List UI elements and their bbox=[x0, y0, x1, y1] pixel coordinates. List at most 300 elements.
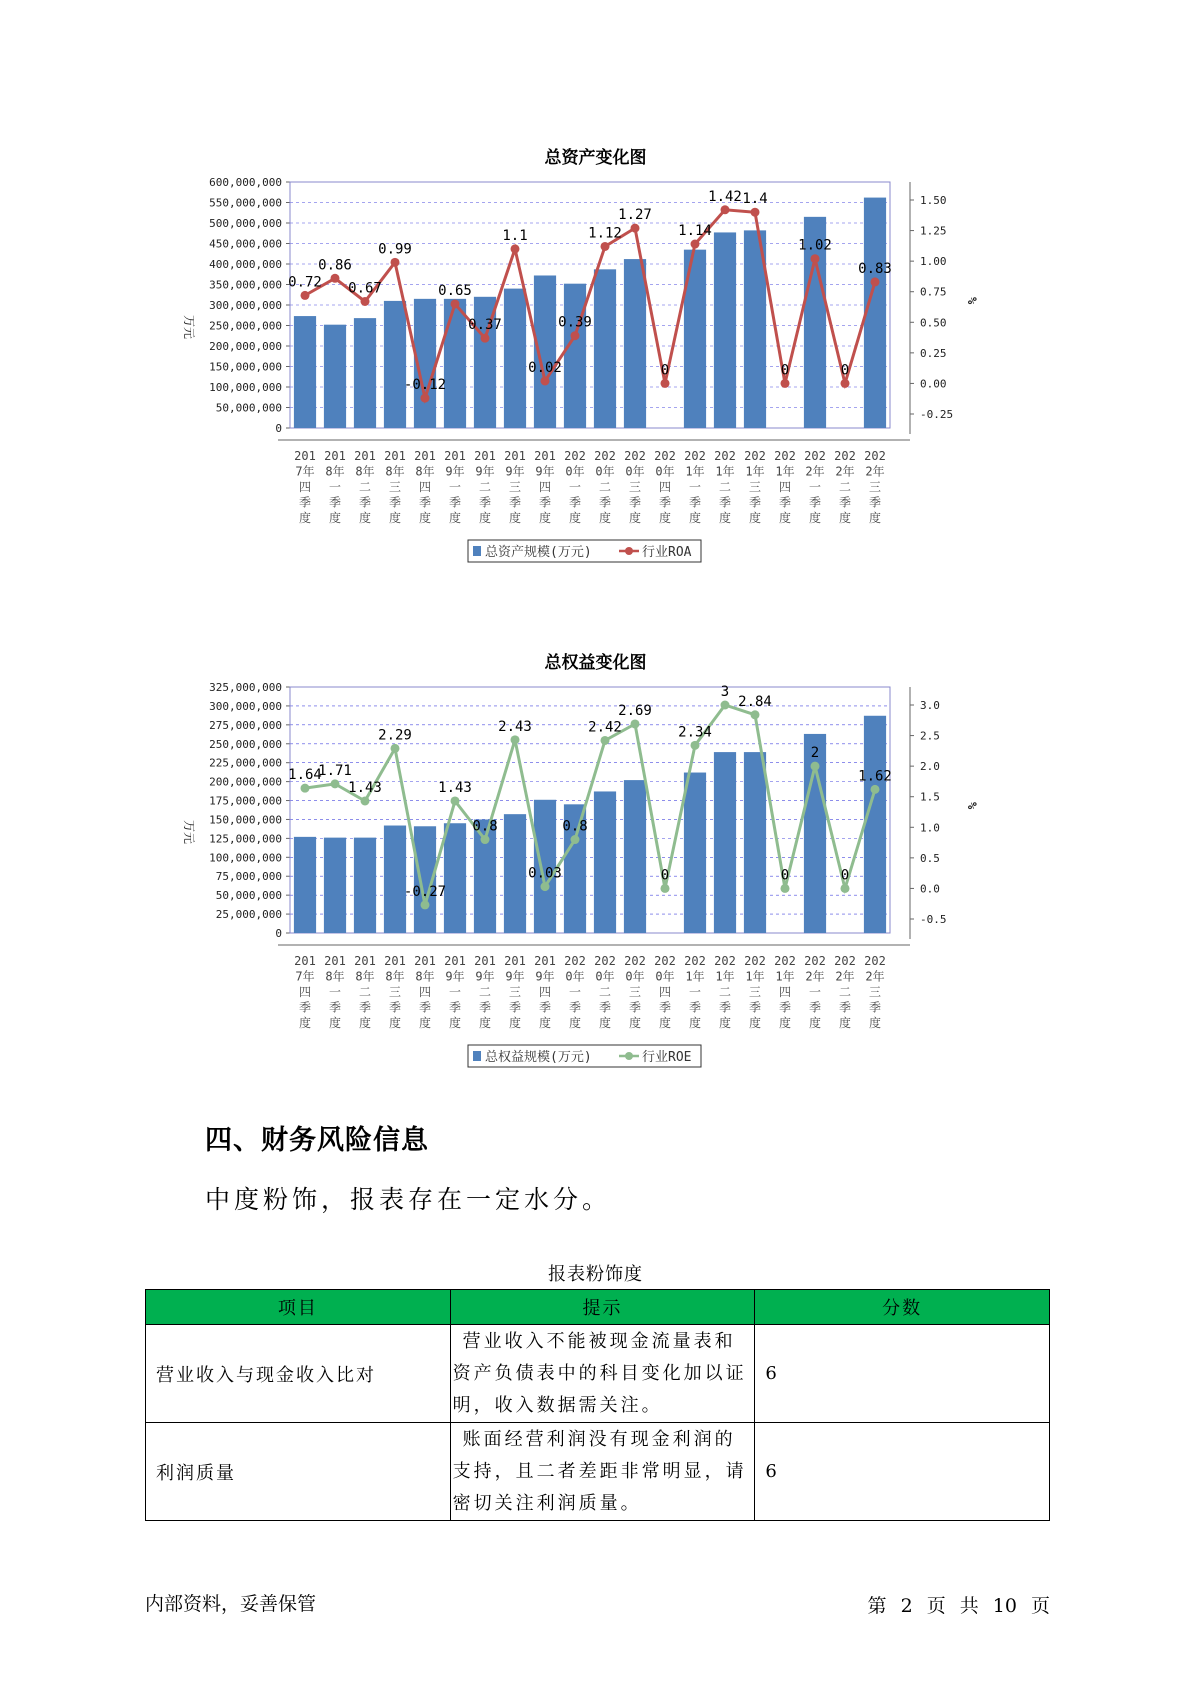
x-tick-label: 三 bbox=[748, 480, 762, 494]
table-header: 提示 bbox=[450, 1290, 755, 1325]
bar bbox=[444, 299, 466, 428]
x-tick-label: 9年 bbox=[475, 464, 495, 479]
x-tick-label: 度 bbox=[838, 511, 852, 525]
y-tick-label: 0 bbox=[275, 422, 282, 435]
x-tick-label: 季 bbox=[658, 495, 672, 510]
y2-tick-label: 0.00 bbox=[920, 377, 947, 391]
x-tick-label: 度 bbox=[658, 511, 672, 525]
bar bbox=[504, 814, 526, 933]
section-heading: 四、财务风险信息 bbox=[205, 1125, 429, 1156]
data-label: -0.27 bbox=[403, 883, 447, 900]
y2-tick-label: 0.75 bbox=[920, 285, 947, 299]
x-tick-label: 201 bbox=[444, 449, 466, 463]
data-point bbox=[421, 900, 430, 909]
x-tick-label: 202 bbox=[834, 449, 856, 463]
data-label: 0 bbox=[840, 867, 850, 884]
x-tick-label: 度 bbox=[358, 511, 372, 525]
x-tick-label: 202 bbox=[654, 954, 676, 968]
data-label: 0.39 bbox=[558, 314, 592, 331]
y-tick-label: 500,000,000 bbox=[209, 217, 282, 230]
y2-tick-label: 1.50 bbox=[920, 194, 947, 207]
y-tick-label: 250,000,000 bbox=[209, 319, 282, 333]
x-tick-label: 度 bbox=[448, 511, 462, 525]
x-tick-label: 度 bbox=[808, 511, 822, 525]
y2-tick-label: 0.25 bbox=[920, 346, 947, 360]
x-tick-label: 季 bbox=[778, 495, 792, 510]
x-tick-label: 二 bbox=[718, 985, 732, 999]
legend bbox=[468, 1045, 701, 1067]
y2-tick-label: 2.5 bbox=[920, 729, 940, 743]
x-tick-label: 0年 bbox=[595, 969, 615, 984]
table-header-row bbox=[146, 1290, 1050, 1325]
x-tick-label: 季 bbox=[328, 1000, 342, 1015]
data-label: 0.86 bbox=[318, 257, 352, 274]
data-point bbox=[871, 785, 880, 794]
x-tick-label: 8年 bbox=[385, 969, 405, 984]
x-tick-label: 季 bbox=[688, 1000, 702, 1015]
data-point bbox=[511, 735, 520, 744]
equity-chart-title: 总权益变化图 bbox=[544, 653, 647, 673]
x-tick-label: 二 bbox=[478, 985, 492, 999]
x-tick-label: 三 bbox=[508, 480, 522, 494]
x-tick-label: 度 bbox=[478, 511, 492, 525]
x-tick-label: 度 bbox=[388, 1016, 402, 1030]
x-tick-label: 度 bbox=[778, 1016, 792, 1030]
x-tick-label: 度 bbox=[298, 511, 312, 525]
x-tick-label: 度 bbox=[418, 511, 432, 525]
data-point bbox=[721, 701, 730, 710]
x-tick-label: 201 bbox=[534, 449, 556, 463]
x-tick-label: 8年 bbox=[415, 969, 435, 984]
table-header: 项目 bbox=[146, 1290, 451, 1325]
x-tick-label: 201 bbox=[324, 954, 346, 968]
x-tick-label: 季 bbox=[688, 495, 702, 510]
y2-tick-label: 3.0 bbox=[920, 699, 940, 712]
data-label: 0.67 bbox=[348, 280, 382, 297]
y-tick-label: 125,000,000 bbox=[209, 832, 282, 846]
x-tick-label: 一 bbox=[808, 985, 822, 999]
x-tick-label: 202 bbox=[744, 954, 766, 968]
y-tick-label: 50,000,000 bbox=[215, 401, 282, 415]
legend-line-label: 行业ROE bbox=[642, 1050, 692, 1065]
table-row bbox=[146, 1325, 1050, 1423]
x-tick-label: 度 bbox=[418, 1016, 432, 1030]
bar bbox=[594, 791, 616, 933]
x-tick-label: 四 bbox=[418, 985, 432, 999]
data-point bbox=[841, 379, 850, 388]
x-tick-label: 度 bbox=[568, 511, 582, 525]
x-tick-label: 0年 bbox=[595, 464, 615, 479]
y-tick-label: 50,000,000 bbox=[215, 889, 282, 903]
x-tick-label: 季 bbox=[358, 495, 372, 510]
x-tick-label: 度 bbox=[868, 1016, 882, 1030]
x-tick-label: 1年 bbox=[715, 464, 735, 479]
data-label: 0.65 bbox=[438, 282, 472, 299]
x-tick-label: 四 bbox=[538, 480, 552, 494]
x-tick-label: 度 bbox=[598, 1016, 612, 1030]
data-label: 0 bbox=[660, 362, 670, 379]
x-tick-label: 度 bbox=[658, 1016, 672, 1030]
x-tick-label: 季 bbox=[748, 495, 762, 510]
y2-tick-label: 0.50 bbox=[920, 316, 947, 330]
x-tick-label: 度 bbox=[838, 1016, 852, 1030]
x-tick-label: 度 bbox=[328, 1016, 342, 1030]
x-tick-label: 季 bbox=[538, 495, 552, 510]
x-tick-label: 度 bbox=[718, 1016, 732, 1030]
x-tick-label: 2年 bbox=[865, 464, 885, 479]
bar bbox=[384, 826, 406, 933]
table-caption: 报表粉饰度 bbox=[548, 1264, 643, 1285]
y-tick-label: 200,000,000 bbox=[209, 775, 282, 789]
y-tick-label: 100,000,000 bbox=[209, 851, 282, 865]
bar bbox=[354, 318, 376, 428]
x-tick-label: 202 bbox=[594, 954, 616, 968]
x-tick-label: 9年 bbox=[505, 969, 525, 984]
data-point bbox=[361, 796, 370, 805]
x-tick-label: 201 bbox=[534, 954, 556, 968]
x-tick-label: 8年 bbox=[415, 464, 435, 479]
asset-chart-title: 总资产变化图 bbox=[544, 148, 647, 168]
y-tick-label: 75,000,000 bbox=[215, 870, 282, 884]
x-tick-label: 202 bbox=[624, 954, 646, 968]
y-tick-label: 600,000,000 bbox=[209, 176, 282, 189]
data-label: 2.29 bbox=[378, 727, 412, 744]
x-tick-label: 三 bbox=[868, 480, 882, 494]
x-tick-label: 201 bbox=[354, 954, 376, 968]
y-axis-title: 万元 bbox=[182, 820, 196, 845]
x-tick-label: 度 bbox=[778, 511, 792, 525]
table-row bbox=[146, 1423, 1050, 1521]
bar bbox=[744, 752, 766, 933]
x-tick-label: 201 bbox=[444, 954, 466, 968]
y2-axis-title: % bbox=[965, 297, 979, 305]
legend bbox=[468, 540, 701, 562]
x-tick-label: 8年 bbox=[355, 464, 375, 479]
data-label: 3 bbox=[720, 684, 730, 700]
x-tick-label: 四 bbox=[778, 985, 792, 999]
x-tick-label: 0年 bbox=[625, 969, 645, 984]
data-point bbox=[691, 741, 700, 750]
x-tick-label: 季 bbox=[598, 1000, 612, 1015]
bar bbox=[354, 838, 376, 933]
table-cell-item: 利润质量 bbox=[146, 1423, 451, 1521]
x-tick-label: 度 bbox=[448, 1016, 462, 1030]
legend-line-marker bbox=[625, 1052, 633, 1060]
data-label: 0 bbox=[660, 867, 670, 884]
bar bbox=[444, 823, 466, 933]
data-label: 0.03 bbox=[528, 865, 562, 882]
x-tick-label: 202 bbox=[714, 449, 736, 463]
data-label: 2.43 bbox=[498, 718, 532, 735]
x-tick-label: 0年 bbox=[655, 969, 675, 984]
data-point bbox=[571, 835, 580, 844]
section-body: 中度粉饰，报表存在一定水分。 bbox=[205, 1185, 612, 1214]
data-label: 1.4 bbox=[742, 191, 768, 208]
x-tick-label: 三 bbox=[748, 985, 762, 999]
x-tick-label: 一 bbox=[688, 985, 702, 999]
x-tick-label: 0年 bbox=[565, 969, 585, 984]
x-tick-label: 201 bbox=[504, 954, 526, 968]
x-tick-label: 202 bbox=[834, 954, 856, 968]
x-tick-label: 季 bbox=[448, 495, 462, 510]
x-tick-label: 四 bbox=[298, 985, 312, 999]
x-tick-label: 季 bbox=[778, 1000, 792, 1015]
x-tick-label: 9年 bbox=[535, 464, 555, 479]
x-tick-label: 季 bbox=[508, 495, 522, 510]
x-tick-label: 季 bbox=[838, 1000, 852, 1015]
x-tick-label: 202 bbox=[864, 954, 886, 968]
x-tick-label: 一 bbox=[688, 480, 702, 494]
footer-page-number: 第 2 页 共 10 页 bbox=[867, 1595, 1050, 1617]
x-tick-label: 7年 bbox=[295, 969, 315, 984]
data-label: -0.12 bbox=[403, 377, 447, 394]
x-tick-label: 7年 bbox=[295, 464, 315, 479]
legend-line-label: 行业ROA bbox=[642, 545, 692, 560]
x-tick-label: 季 bbox=[808, 1000, 822, 1015]
x-tick-label: 度 bbox=[628, 1016, 642, 1030]
x-tick-label: 二 bbox=[478, 480, 492, 494]
x-tick-label: 2年 bbox=[865, 969, 885, 984]
data-label: 0.37 bbox=[468, 317, 502, 334]
y-tick-label: 150,000,000 bbox=[209, 813, 282, 827]
x-tick-label: 季 bbox=[298, 495, 312, 510]
x-tick-label: 度 bbox=[808, 1016, 822, 1030]
risk-table bbox=[145, 1289, 1050, 1521]
data-point bbox=[661, 884, 670, 893]
data-point bbox=[721, 205, 730, 214]
x-tick-label: 四 bbox=[538, 985, 552, 999]
data-point bbox=[331, 779, 340, 788]
y2-tick-label: 1.0 bbox=[920, 821, 940, 835]
x-tick-label: 季 bbox=[388, 495, 402, 510]
x-tick-label: 三 bbox=[388, 985, 402, 999]
y-tick-label: 325,000,000 bbox=[209, 681, 282, 694]
data-point bbox=[811, 254, 820, 263]
x-tick-label: 度 bbox=[538, 1016, 552, 1030]
x-tick-label: 二 bbox=[598, 480, 612, 494]
bar bbox=[324, 838, 346, 933]
x-tick-label: 201 bbox=[474, 954, 496, 968]
x-tick-label: 二 bbox=[358, 985, 372, 999]
x-tick-label: 季 bbox=[478, 1000, 492, 1015]
x-tick-label: 季 bbox=[538, 1000, 552, 1015]
y-tick-label: 100,000,000 bbox=[209, 381, 282, 394]
legend-bar-label: 总权益规模(万元) bbox=[485, 1050, 592, 1065]
table-header: 分数 bbox=[755, 1290, 1050, 1325]
data-point bbox=[451, 796, 460, 805]
equity-chart bbox=[175, 675, 979, 1095]
data-label: 1.64 bbox=[288, 767, 322, 784]
x-tick-label: 季 bbox=[718, 495, 732, 510]
data-point bbox=[751, 208, 760, 217]
bar bbox=[864, 716, 886, 933]
x-tick-label: 一 bbox=[448, 480, 462, 494]
data-point bbox=[691, 240, 700, 249]
x-tick-label: 9年 bbox=[535, 969, 555, 984]
x-tick-label: 度 bbox=[568, 1016, 582, 1030]
x-tick-label: 1年 bbox=[715, 969, 735, 984]
y-tick-label: 350,000,000 bbox=[209, 278, 282, 292]
table-cell-score: 6 bbox=[755, 1325, 1050, 1423]
y-tick-label: 300,000,000 bbox=[209, 299, 282, 312]
footer-confidential: 内部资料，妥善保管 bbox=[145, 1593, 317, 1615]
y2-tick-label: 1.5 bbox=[920, 790, 940, 804]
data-label: 1.14 bbox=[678, 223, 712, 240]
legend-bar-swatch bbox=[473, 546, 481, 556]
x-tick-label: 201 bbox=[414, 954, 436, 968]
x-tick-label: 202 bbox=[684, 954, 706, 968]
x-tick-label: 度 bbox=[328, 511, 342, 525]
x-tick-label: 一 bbox=[328, 480, 342, 494]
bar bbox=[624, 780, 646, 933]
x-tick-label: 季 bbox=[598, 495, 612, 510]
data-point bbox=[361, 297, 370, 306]
y2-tick-label: 2.0 bbox=[920, 760, 940, 774]
table-cell-hint: 账面经营利润没有现金利润的支持，且二者差距非常明显，请密切关注利润质量。 bbox=[450, 1423, 755, 1521]
table-cell-hint: 营业收入不能被现金流量表和资产负债表中的科目变化加以证明，收入数据需关注。 bbox=[450, 1325, 755, 1423]
x-tick-label: 四 bbox=[418, 480, 432, 494]
x-tick-label: 季 bbox=[568, 495, 582, 510]
x-tick-label: 季 bbox=[838, 495, 852, 510]
x-tick-label: 季 bbox=[448, 1000, 462, 1015]
y-tick-label: 150,000,000 bbox=[209, 360, 282, 374]
data-label: 0.99 bbox=[378, 241, 412, 258]
data-label: 1.62 bbox=[858, 768, 892, 785]
bar bbox=[294, 837, 316, 933]
data-point bbox=[631, 224, 640, 233]
data-point bbox=[661, 379, 670, 388]
x-tick-label: 202 bbox=[774, 449, 796, 463]
x-tick-label: 202 bbox=[564, 954, 586, 968]
x-tick-label: 1年 bbox=[745, 464, 765, 479]
y-tick-label: 400,000,000 bbox=[209, 258, 282, 271]
y2-tick-label: 1.00 bbox=[920, 255, 947, 269]
x-tick-label: 一 bbox=[328, 985, 342, 999]
x-tick-label: 二 bbox=[598, 985, 612, 999]
x-tick-label: 2年 bbox=[805, 464, 825, 479]
y-tick-label: 550,000,000 bbox=[209, 196, 282, 210]
asset-chart bbox=[175, 170, 979, 590]
data-label: 0.02 bbox=[528, 359, 562, 376]
x-tick-label: 202 bbox=[864, 449, 886, 463]
asset-chart-svg bbox=[175, 170, 979, 590]
data-label: 0.8 bbox=[472, 818, 498, 835]
y-axis-title: 万元 bbox=[182, 315, 196, 340]
x-tick-label: 二 bbox=[838, 985, 852, 999]
data-point bbox=[511, 244, 520, 253]
data-label: 2 bbox=[810, 745, 820, 762]
x-tick-label: 201 bbox=[384, 449, 406, 463]
data-point bbox=[391, 744, 400, 753]
bar bbox=[564, 284, 586, 428]
y-tick-label: 250,000,000 bbox=[209, 737, 282, 751]
data-point bbox=[541, 882, 550, 891]
data-point bbox=[601, 242, 610, 251]
x-tick-label: 季 bbox=[808, 495, 822, 510]
data-point bbox=[781, 884, 790, 893]
x-tick-label: 季 bbox=[478, 495, 492, 510]
x-tick-label: 2年 bbox=[835, 464, 855, 479]
data-point bbox=[301, 291, 310, 300]
x-tick-label: 季 bbox=[358, 1000, 372, 1015]
equity-chart-svg bbox=[175, 675, 979, 1095]
x-tick-label: 202 bbox=[684, 449, 706, 463]
x-tick-label: 三 bbox=[628, 985, 642, 999]
bar bbox=[624, 259, 646, 428]
x-tick-label: 1年 bbox=[775, 969, 795, 984]
x-tick-label: 1年 bbox=[775, 464, 795, 479]
x-tick-label: 度 bbox=[538, 511, 552, 525]
data-point bbox=[481, 835, 490, 844]
x-tick-label: 0年 bbox=[655, 464, 675, 479]
data-point bbox=[841, 884, 850, 893]
x-tick-label: 202 bbox=[564, 449, 586, 463]
y-tick-label: 300,000,000 bbox=[209, 699, 282, 713]
x-tick-label: 二 bbox=[718, 480, 732, 494]
data-label: 0 bbox=[840, 362, 850, 379]
x-tick-label: 202 bbox=[774, 954, 796, 968]
x-tick-label: 季 bbox=[718, 1000, 732, 1015]
bar bbox=[384, 301, 406, 428]
data-point bbox=[601, 736, 610, 745]
x-tick-label: 季 bbox=[628, 1000, 642, 1015]
x-tick-label: 0年 bbox=[565, 464, 585, 479]
x-tick-label: 202 bbox=[624, 449, 646, 463]
data-point bbox=[751, 710, 760, 719]
data-label: 1.27 bbox=[618, 207, 652, 224]
data-point bbox=[301, 784, 310, 793]
x-tick-label: 202 bbox=[594, 449, 616, 463]
data-label: 1.42 bbox=[708, 188, 742, 205]
data-label: 2.69 bbox=[618, 702, 652, 719]
x-tick-label: 一 bbox=[568, 480, 582, 494]
data-point bbox=[481, 334, 490, 343]
x-tick-label: 一 bbox=[808, 480, 822, 494]
x-tick-label: 季 bbox=[328, 495, 342, 510]
x-tick-label: 9年 bbox=[505, 464, 525, 479]
x-tick-label: 9年 bbox=[475, 969, 495, 984]
x-tick-label: 季 bbox=[658, 1000, 672, 1015]
x-tick-label: 一 bbox=[568, 985, 582, 999]
x-tick-label: 1年 bbox=[745, 969, 765, 984]
x-tick-label: 201 bbox=[504, 449, 526, 463]
data-point bbox=[331, 274, 340, 283]
data-label: 1.43 bbox=[438, 779, 472, 796]
data-point bbox=[391, 258, 400, 267]
x-tick-label: 201 bbox=[414, 449, 436, 463]
x-tick-label: 度 bbox=[508, 1016, 522, 1030]
x-tick-label: 8年 bbox=[325, 969, 345, 984]
y-tick-label: 275,000,000 bbox=[209, 718, 282, 732]
bar bbox=[684, 773, 706, 933]
y2-tick-label: 0.0 bbox=[920, 882, 940, 896]
data-point bbox=[421, 394, 430, 403]
x-tick-label: 9年 bbox=[445, 464, 465, 479]
x-tick-label: 度 bbox=[748, 1016, 762, 1030]
y-tick-label: 0 bbox=[275, 927, 282, 940]
x-tick-label: 季 bbox=[628, 495, 642, 510]
x-tick-label: 季 bbox=[568, 1000, 582, 1015]
x-tick-label: 201 bbox=[354, 449, 376, 463]
bar bbox=[294, 316, 316, 428]
x-tick-label: 201 bbox=[384, 954, 406, 968]
data-point bbox=[871, 277, 880, 286]
y-tick-label: 200,000,000 bbox=[209, 340, 282, 353]
data-label: 0 bbox=[780, 867, 790, 884]
x-tick-label: 8年 bbox=[385, 464, 405, 479]
bar bbox=[324, 325, 346, 428]
x-tick-label: 四 bbox=[658, 985, 672, 999]
